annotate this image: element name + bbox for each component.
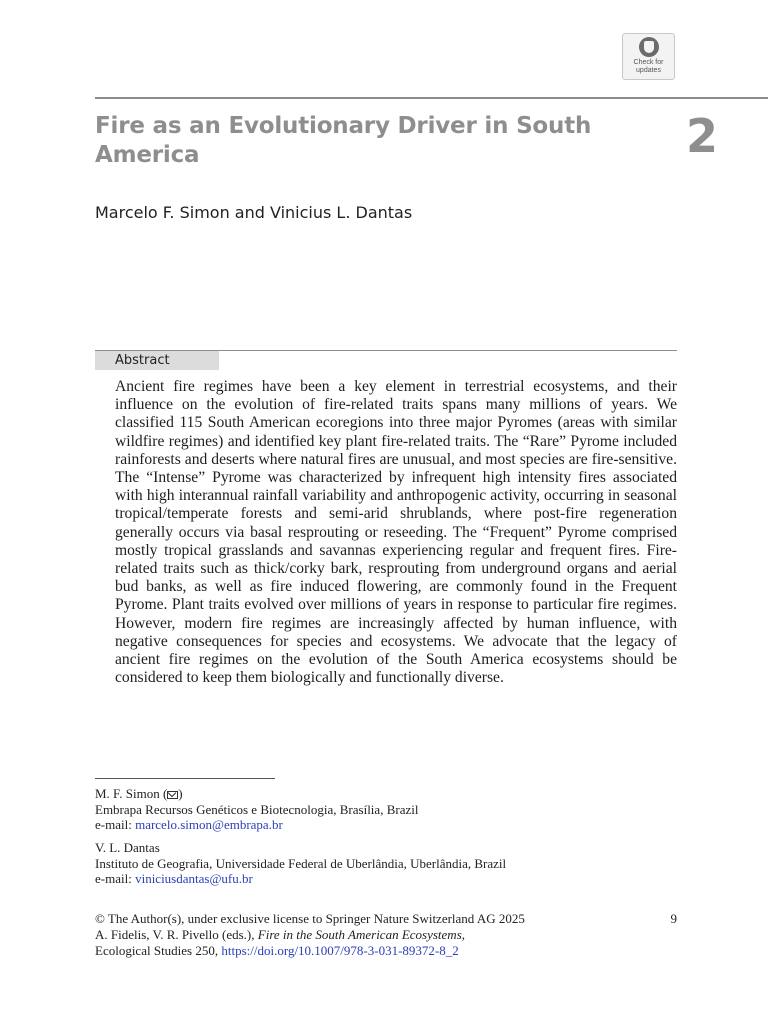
editors-line: [95, 927, 677, 943]
author1-name-line: [95, 786, 418, 802]
copyright-block: [95, 911, 677, 958]
author2-email-link[interactable]: viniciusdantas@ufu.br: [135, 871, 253, 886]
doi-link[interactable]: https://doi.org/10.1007/978-3-031-89372-8_2: [221, 942, 459, 958]
series-line: [95, 943, 677, 959]
author2-affiliation: Instituto de Geografia, Universidade Federal de Uberlândia, Uberlândia, Brazil: [95, 855, 507, 871]
author1-email-line: [95, 817, 418, 833]
page-number: 9: [670, 911, 677, 926]
author2-email-label: e-mail:: [95, 871, 136, 886]
footnote-rule: [95, 778, 275, 779]
abstract-heading: Abstract: [95, 351, 219, 370]
author1-name-close: ): [178, 786, 183, 801]
editors-text: A. Fidelis, V. R. Pivello (eds.),: [95, 926, 258, 942]
author2-email-line: [95, 871, 506, 887]
check-for-updates-badge[interactable]: [622, 33, 675, 80]
author1-footnote: [95, 786, 418, 833]
chapter-number: 2: [686, 109, 719, 163]
copyright-line: © The Author(s), under exclusive license to Springer Nature Switzerland AG 2025: [95, 911, 525, 926]
author1-email-label: e-mail:: [95, 817, 136, 832]
abstract-body: Ancient fire regimes have been a key element in terrestrial ecosystems, and their influence on the evolution of fire-related traits spans many millions of years. We classified 115 South American ecoregions into three major Pyromes (areas with similar wildfire regimes) and identified key plant fire-related traits. The “Rare” Pyrome included rainforests and deserts where natural fires are unusual, and most species are fire-sensitive. The “Intense” Pyrome was characterized by infrequent high intensity fires associated with high interannual rainfall variability and anthropogenic activity, occurring in seasonal tropical/temperate forests and semi-arid shrublands, where post-fire regeneration generally occurs via basal resprouting or reseeding. The “Frequent” Pyrome comprised mostly tropical grasslands and savannas experiencing regular and frequent fires. Fire-related traits such as thick/corky bark, resprouting from underground organs and aerial bud banks, as well as fire induced flowering, are commonly found in the Frequent Pyrome. Plant traits evolved over millions of years in response to particular fire regimes. However, modern fire regimes are increasingly affected by human influence, with negative consequences for species and ecosystems. We advocate that the legacy of ancient fire regimes on the evolution of the South America ecosystems should be considered to keep them biologically and functionally diverse.: [115, 378, 677, 687]
chapter-title: Fire as an Evolutionary Driver in South America: [95, 113, 592, 168]
author2-footnote: [95, 840, 506, 887]
check-for-updates-icon: [639, 37, 659, 57]
header-rule: [95, 97, 768, 99]
book-title: Fire in the South American Ecosystems: [257, 926, 462, 942]
author2-name: V. L. Dantas: [95, 840, 160, 855]
author1-email-link[interactable]: marcelo.simon@embrapa.br: [135, 817, 283, 832]
check-for-updates-label: Check for updates: [633, 59, 664, 74]
author1-name: M. F. Simon (: [95, 786, 168, 801]
series-text: Ecological Studies 250,: [95, 942, 222, 958]
envelope-icon: [167, 791, 178, 799]
chapter-authors: Marcelo F. Simon and Vinicius L. Dantas: [95, 203, 413, 222]
author1-affiliation: Embrapa Recursos Genéticos e Biotecnologia, Brasília, Brazil: [95, 801, 419, 817]
editors-suffix: ,: [461, 926, 466, 942]
